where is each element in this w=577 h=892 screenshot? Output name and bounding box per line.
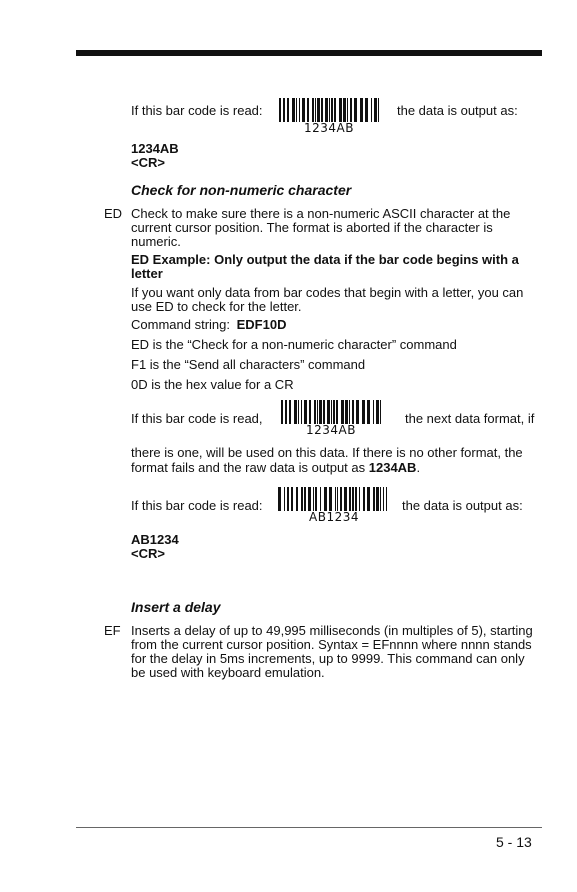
barcode-bar: [279, 98, 281, 122]
barcode-bar: [376, 400, 379, 424]
barcode-bar: [302, 98, 305, 122]
description-line: numeric.: [131, 234, 181, 249]
top-rule: [76, 50, 542, 56]
barcode-bar: [355, 487, 357, 511]
barcode-bar: [380, 400, 381, 424]
barcode-bar: [383, 487, 384, 511]
continuation-end: .: [416, 460, 421, 475]
continuation-line: [131, 461, 420, 476]
barcode-bar: [345, 400, 348, 424]
barcode-label: AB1234: [309, 510, 359, 524]
barcode-prefix-text: If this bar code is read:: [131, 498, 263, 513]
barcode-bar: [367, 487, 370, 511]
barcode-bar: [304, 400, 307, 424]
barcode-bar: [287, 487, 289, 511]
barcode-bar: [329, 487, 332, 511]
output-line: AB1234: [131, 532, 179, 547]
explanation-line: 0D is the hex value for a CR: [131, 377, 294, 392]
barcode-bar: [281, 400, 283, 424]
raw-data-value: 1234AB: [368, 460, 417, 475]
description-line: current cursor position. The format is aborted if the character is: [131, 220, 493, 235]
barcode-image: [278, 487, 390, 511]
barcode-bar: [374, 98, 377, 122]
barcode-label: 1234AB: [306, 423, 356, 437]
command-label: Command string:: [131, 317, 230, 332]
barcode-bar: [313, 487, 314, 511]
barcode-bar: [301, 487, 303, 511]
barcode-bar: [325, 98, 328, 122]
barcode-bar: [323, 400, 325, 424]
example-description: use ED to check for the letter.: [131, 299, 302, 314]
output-line: <CR>: [131, 155, 165, 170]
barcode-bar: [320, 487, 321, 511]
explanation-line: F1 is the “Send all characters” command: [131, 357, 366, 372]
barcode-bar: [331, 98, 333, 122]
description-line: Inserts a delay of up to 49,995 milliseconds (in multiples of 5), starting: [131, 623, 533, 638]
barcode-bar: [356, 400, 359, 424]
barcode-bar: [341, 400, 344, 424]
barcode-suffix-text: the next data format, if: [405, 411, 535, 426]
barcode-bar: [317, 400, 318, 424]
command-string: [131, 318, 286, 333]
barcode-prefix-text: If this bar code is read:: [131, 103, 263, 118]
barcode-bar: [308, 487, 311, 511]
barcode-bar: [373, 487, 375, 511]
continuation-text: format fails and the raw data is output as: [131, 460, 369, 475]
barcode-bar: [327, 400, 330, 424]
barcode-bar: [307, 98, 309, 122]
barcode-bar: [362, 400, 365, 424]
section-heading: Insert a delay: [131, 599, 221, 615]
barcode-bar: [278, 487, 281, 511]
explanation-line: ED is the “Check for a non-numeric character” command: [131, 337, 457, 352]
barcode-prefix-text: If this bar code is read,: [131, 411, 263, 426]
barcode-bar: [352, 400, 354, 424]
barcode-bar: [349, 487, 351, 511]
barcode-bar: [378, 98, 379, 122]
barcode-bar: [292, 98, 295, 122]
barcode-bar: [296, 98, 297, 122]
barcode-bar: [365, 98, 368, 122]
barcode-bar: [344, 487, 347, 511]
barcode-bar: [343, 98, 346, 122]
barcode-bar: [373, 400, 374, 424]
bottom-rule: [76, 827, 542, 828]
barcode-bar: [337, 487, 338, 511]
barcode-bar: [349, 400, 350, 424]
barcode-bar: [287, 98, 289, 122]
barcode-bar: [284, 487, 285, 511]
barcode-image: [281, 400, 381, 424]
barcode-bar: [299, 98, 300, 122]
example-title: letter: [131, 266, 163, 281]
barcode-bar: [321, 98, 323, 122]
barcode-bar: [367, 400, 370, 424]
barcode-bar: [339, 98, 342, 122]
barcode-bar: [315, 487, 317, 511]
barcode-bar: [350, 98, 352, 122]
barcode-bar: [352, 487, 354, 511]
barcode-bar: [324, 487, 327, 511]
barcode-bar: [347, 98, 348, 122]
command-code: ED: [104, 206, 123, 221]
page-number: 5 - 13: [496, 834, 532, 850]
example-description: If you want only data from bar codes that begin with a letter, you can: [131, 285, 524, 300]
barcode-bar: [336, 400, 338, 424]
output-line: <CR>: [131, 546, 165, 561]
barcode-bar: [317, 98, 320, 122]
barcode-bar: [380, 487, 381, 511]
command-code: EF: [104, 623, 121, 638]
barcode-bar: [283, 98, 285, 122]
barcode-bar: [298, 400, 299, 424]
barcode-bar: [315, 98, 316, 122]
barcode-bar: [363, 487, 365, 511]
description-line: Check to make sure there is a non-numeric ASCII character at the: [131, 206, 511, 221]
barcode-bar: [386, 487, 387, 511]
barcode-bar: [285, 400, 287, 424]
barcode-bar: [294, 400, 297, 424]
description-line: from the current cursor position. Syntax = EFnnnn where nnnn stands: [131, 637, 532, 652]
output-line: 1234AB: [131, 141, 179, 156]
section-heading: Check for non-numeric character: [131, 182, 352, 198]
barcode-suffix-text: the data is output as:: [397, 103, 518, 118]
example-title: ED Example: Only output the data if the bar code begins with a: [131, 252, 519, 267]
barcode-bar: [319, 400, 322, 424]
barcode-bar: [335, 487, 336, 511]
barcode-bar: [304, 487, 306, 511]
barcode-image: [279, 98, 379, 122]
barcode-bar: [360, 98, 363, 122]
barcode-bar: [371, 98, 372, 122]
barcode-bar: [329, 98, 330, 122]
barcode-bar: [331, 400, 332, 424]
barcode-bar: [354, 98, 357, 122]
command-value: EDF10D: [236, 317, 287, 332]
continuation-line: there is one, will be used on this data. If there is no other format, the: [131, 445, 523, 460]
barcode-bar: [314, 400, 316, 424]
barcode-bar: [309, 400, 311, 424]
description-line: be used with keyboard emulation.: [131, 665, 325, 680]
barcode-bar: [359, 487, 360, 511]
description-line: for the delay in 5ms increments, up to 9999. This command can only: [131, 651, 525, 666]
barcode-bar: [376, 487, 379, 511]
barcode-bar: [289, 400, 291, 424]
barcode-bar: [291, 487, 293, 511]
barcode-bar: [340, 487, 342, 511]
barcode-bar: [334, 98, 336, 122]
barcode-bar: [301, 400, 302, 424]
barcode-bar: [312, 98, 314, 122]
barcode-label: 1234AB: [304, 121, 354, 135]
barcode-bar: [296, 487, 298, 511]
barcode-suffix-text: the data is output as:: [402, 498, 523, 513]
barcode-bar: [333, 400, 335, 424]
